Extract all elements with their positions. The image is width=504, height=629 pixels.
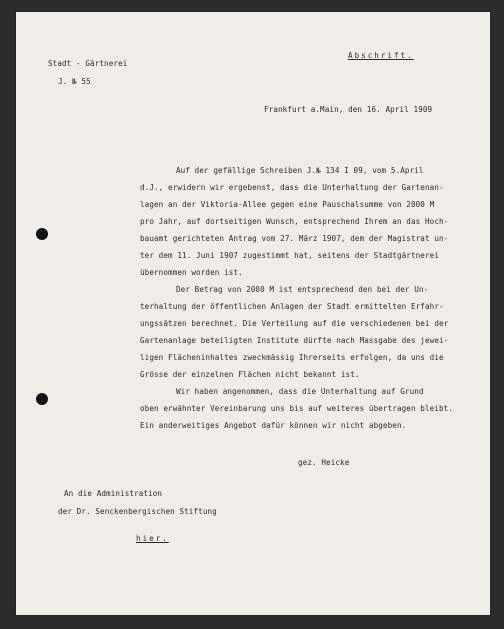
place-date: Frankfurt a.Main, den 16. April 1909: [264, 105, 433, 114]
sender-department: Stadt - Gärtnerei: [48, 59, 128, 68]
paragraph-line: lagen an der Viktoria-Allee gegen eine Pauschalsumme von 2000 M: [140, 200, 435, 209]
paragraph-line: Auf der gefällige Schreiben J.№ 134 I 09, vom 5.April: [176, 166, 424, 175]
paragraph-line: d.J., erwidern wir ergebenst, dass die Unterhaltung der Gartenan-: [140, 183, 444, 192]
sender-reference: J. № 55: [58, 77, 91, 86]
paragraph-line: ungssätzen berechnet. Die Verteilung auf die verschiedenen bei der: [140, 319, 449, 328]
punch-hole-top: [36, 228, 48, 240]
paragraph-line: Ein anderweitiges Angebot dafür können wir nicht abgeben.: [140, 421, 407, 430]
punch-hole-bottom: [36, 393, 48, 405]
recipient-line-1: An die Administration: [64, 489, 163, 498]
abschrift-heading: Abschrift.: [348, 51, 414, 60]
paragraph-line: Gartenanlage beteiligten Institute dürfte nach Massgabe des jewei-: [140, 336, 449, 345]
paragraph-line: oben erwähnter Vereinbarung uns bis auf weiteres übertragen bleibt.: [140, 404, 454, 413]
paragraph-line: pro Jahr, auf dortseitigen Wunsch, entsprechend Ihrem an das Hoch-: [140, 217, 449, 226]
paragraph-line: terhaltung der öffentlichen Anlagen der Stadt ermittelten Erfahr-: [140, 302, 444, 311]
paragraph-line: Wir haben angenommen, dass die Unterhaltung auf Grund: [176, 387, 424, 396]
paragraph-line: bauamt gerichteten Antrag vom 27. März 1907, dem der Magistrat un-: [140, 234, 449, 243]
letter-page: [16, 12, 490, 615]
paragraph-line: übernommen worden ist.: [140, 268, 243, 277]
recipient-line-2: der Dr. Senckenbergischen Stiftung: [58, 507, 217, 516]
paragraph-line: Grösse der einzelnen Flächen nicht bekannt ist.: [140, 370, 360, 379]
recipient-line-3: hier.: [136, 534, 169, 543]
paragraph-line: Der Betrag von 2000 M ist entsprechend den bei der Un-: [176, 285, 429, 294]
signature: gez. Heicke: [298, 458, 350, 467]
paragraph-line: ligen Flächeninhaltes zweckmässig Ihrerseits erfolgen, da uns die: [140, 353, 444, 362]
paragraph-line: ter dem 11. Juni 1907 zugestimmt hat, seitens der Stadtgärtnerei: [140, 251, 439, 260]
